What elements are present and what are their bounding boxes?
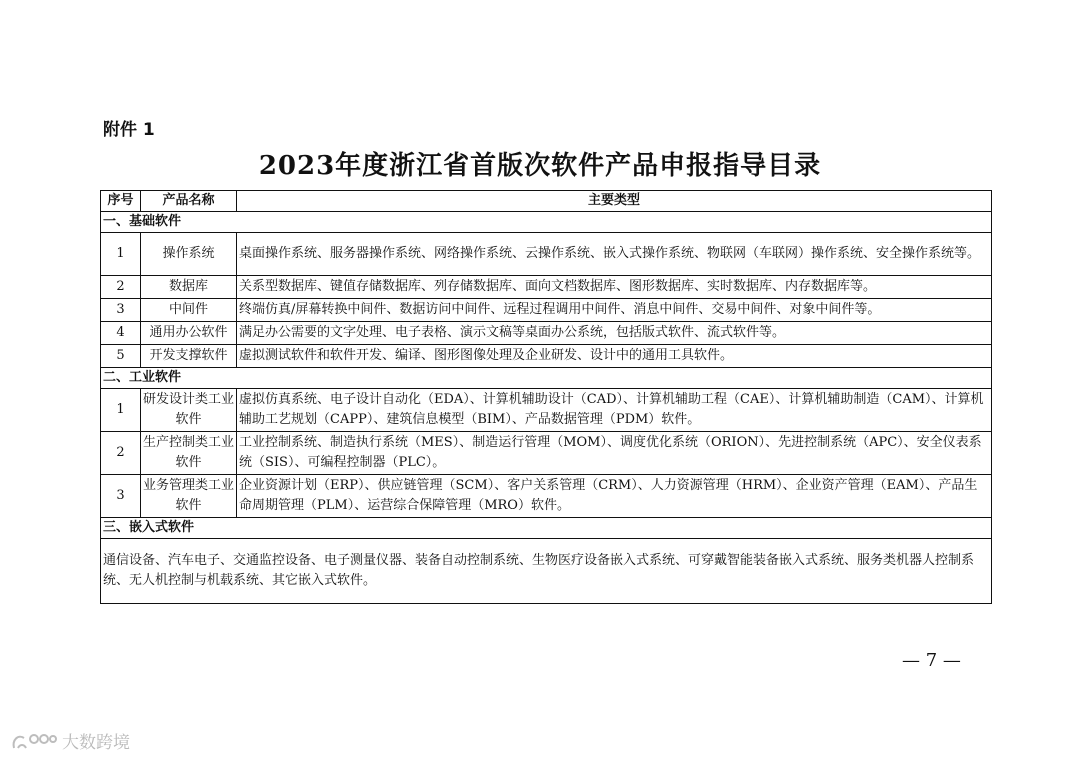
table-header-row xyxy=(101,191,992,212)
section-title: 三、嵌入式软件 xyxy=(101,518,992,539)
document-title: 2023年度浙江省首版次软件产品申报指导目录 xyxy=(258,151,822,181)
row-name: 开发支撑软件 xyxy=(141,345,237,368)
table-row xyxy=(101,299,992,322)
row-no: 1 xyxy=(101,233,141,276)
watermark xyxy=(10,728,130,753)
row-desc: 终端仿真/屏幕转换中间件、数据访问中间件、远程过程调用中间件、消息中间件、交易中间件、对象中间件等。 xyxy=(237,299,992,322)
row-no: 2 xyxy=(101,276,141,299)
row-desc: 虚拟仿真系统、电子设计自动化（EDA）、计算机辅助设计（CAD）、计算机辅助工程（CAE）、计算机辅助制造（CAM）、计算机辅助工艺规划（CAPP）、建筑信息模型（BIM）、产品数据管理（PDM）软件。 xyxy=(237,389,992,432)
row-name: 操作系统 xyxy=(141,233,237,276)
table-row xyxy=(101,322,992,345)
table-row xyxy=(101,233,992,276)
page-number: — 7 — xyxy=(902,650,961,671)
embedded-content-row xyxy=(101,539,992,604)
section-row-industrial xyxy=(101,368,992,389)
row-name: 研发设计类工业软件 xyxy=(141,389,237,432)
section-title: 一、基础软件 xyxy=(101,212,992,233)
row-name: 业务管理类工业软件 xyxy=(141,475,237,518)
watermark-text: 大数跨境 xyxy=(62,733,130,753)
row-no: 5 xyxy=(101,345,141,368)
row-desc: 满足办公需要的文字处理、电子表格、演示文稿等桌面办公系统，包括版式软件、流式软件等。 xyxy=(237,322,992,345)
header-no: 序号 xyxy=(101,191,141,212)
embedded-content: 通信设备、汽车电子、交通监控设备、电子测量仪器、装备自动控制系统、生物医疗设备嵌入式系统、可穿戴智能装备嵌入式系统、服务类机器人控制系统、无人机控制与机载系统、其它嵌入式软件。 xyxy=(101,539,992,604)
row-desc: 桌面操作系统、服务器操作系统、网络操作系统、云操作系统、嵌入式操作系统、物联网（车联网）操作系统、安全操作系统等。 xyxy=(237,233,992,276)
row-name: 生产控制类工业软件 xyxy=(141,432,237,475)
header-type: 主要类型 xyxy=(237,191,992,212)
row-no: 3 xyxy=(101,475,141,518)
row-name: 通用办公软件 xyxy=(141,322,237,345)
header-name: 产品名称 xyxy=(141,191,237,212)
row-desc: 关系型数据库、键值存储数据库、列存储数据库、面向文档数据库、图形数据库、实时数据库、内存数据库等。 xyxy=(237,276,992,299)
row-desc: 企业资源计划（ERP）、供应链管理（SCM）、客户关系管理（CRM）、人力资源管理（HRM）、企业资产管理（EAM）、产品生命周期管理（PLM）、运营综合保障管理（MRO）软件。 xyxy=(237,475,992,518)
section-row-embedded xyxy=(101,518,992,539)
table-row xyxy=(101,389,992,432)
table-row xyxy=(101,432,992,475)
watermark-logo-icon xyxy=(10,730,58,752)
row-desc: 虚拟测试软件和软件开发、编译、图形图像处理及企业研发、设计中的通用工具软件。 xyxy=(237,345,992,368)
row-no: 1 xyxy=(101,389,141,432)
table-row xyxy=(101,276,992,299)
row-name: 数据库 xyxy=(141,276,237,299)
row-no: 4 xyxy=(101,322,141,345)
table-row xyxy=(101,345,992,368)
catalog-table xyxy=(100,190,992,604)
row-desc: 工业控制系统、制造执行系统（MES）、制造运行管理（MOM）、调度优化系统（ORION）、先进控制系统（APC）、安全仪表系统（SIS）、可编程控制器（PLC）。 xyxy=(237,432,992,475)
row-no: 3 xyxy=(101,299,141,322)
row-no: 2 xyxy=(101,432,141,475)
attachment-label: 附件 1 xyxy=(103,120,155,140)
section-row-basic xyxy=(101,212,992,233)
row-name: 中间件 xyxy=(141,299,237,322)
section-title: 二、工业软件 xyxy=(101,368,992,389)
table-row xyxy=(101,475,992,518)
